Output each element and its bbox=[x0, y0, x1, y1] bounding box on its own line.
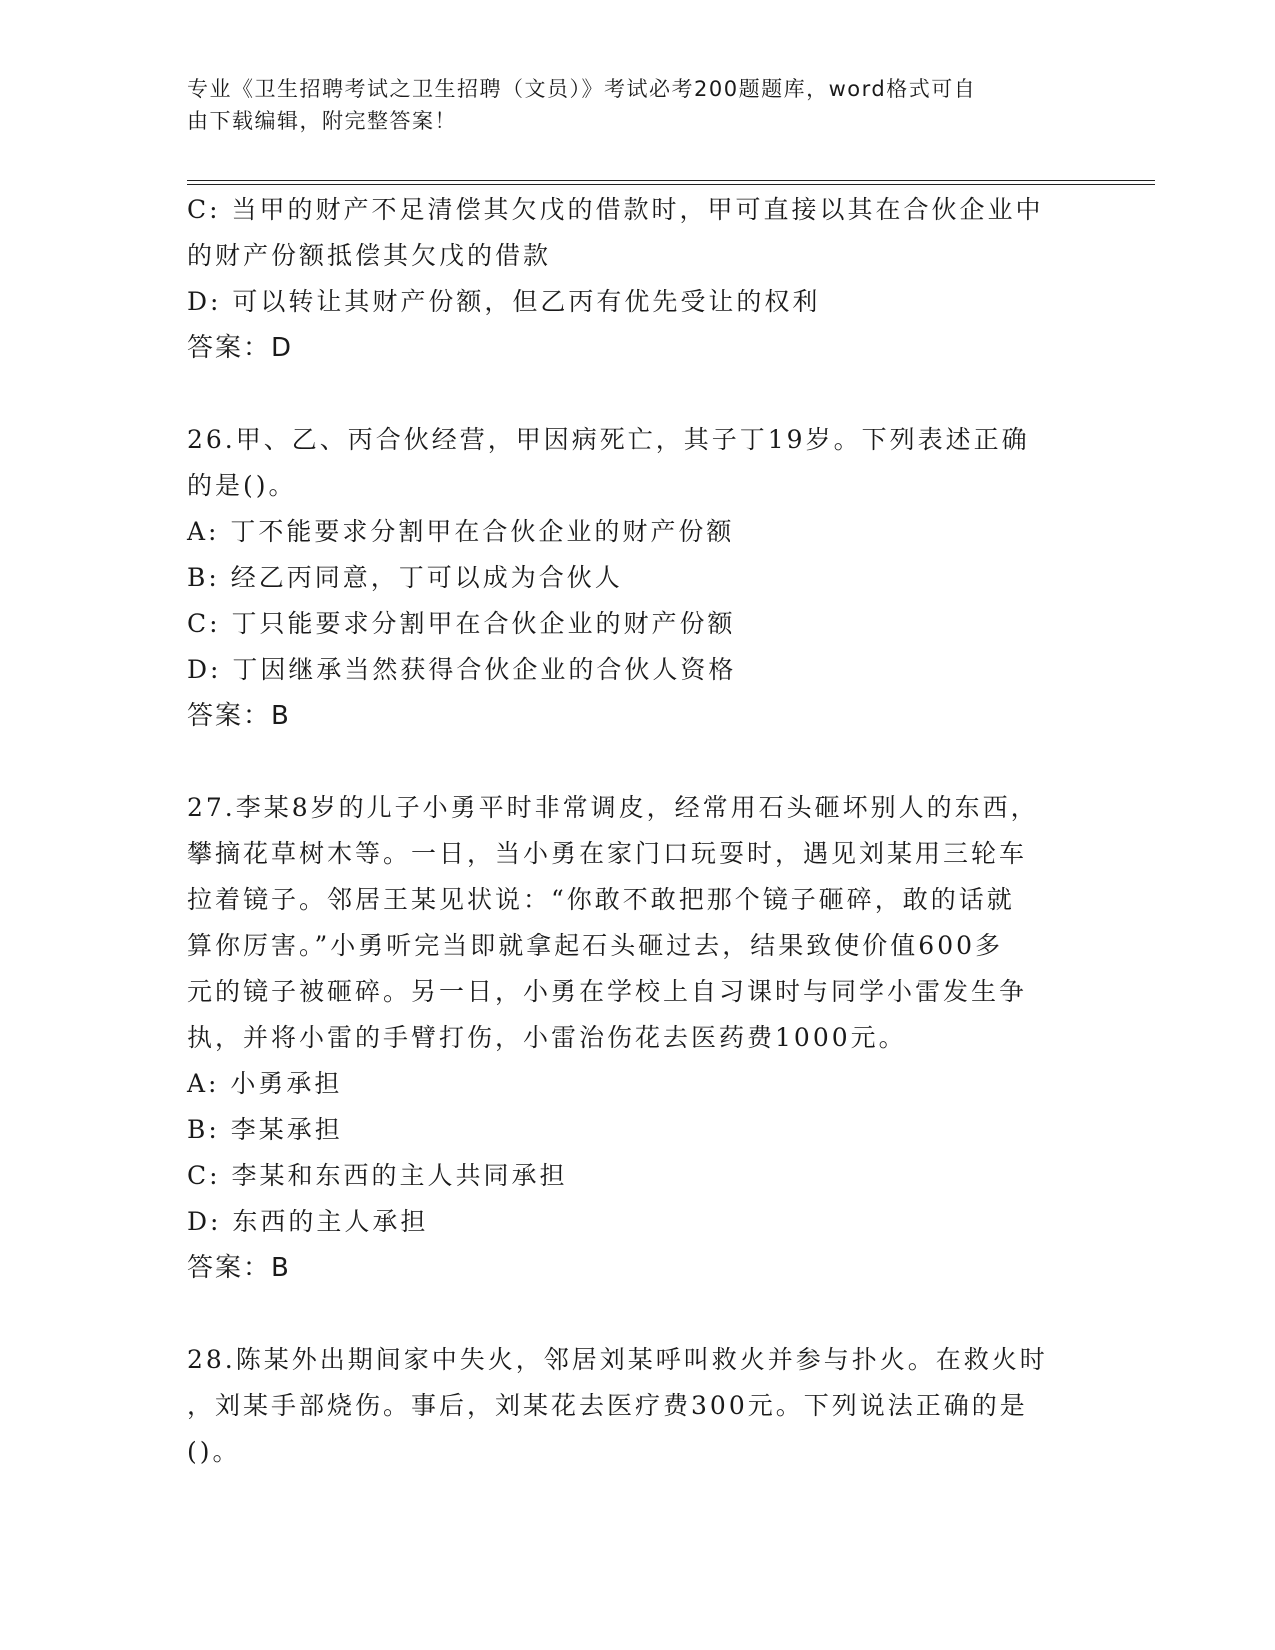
question-stem-line-2: 的是()。 bbox=[187, 471, 297, 500]
question-26 bbox=[187, 417, 1067, 739]
option-d: D: 东西的主人承担 bbox=[187, 1207, 429, 1236]
option-c-line-2: 的财产份额抵偿其欠戊的借款 bbox=[187, 241, 552, 270]
option-c: C: 丁只能要求分割甲在合伙企业的财产份额 bbox=[187, 609, 736, 638]
option-a: A: 丁不能要求分割甲在合伙企业的财产份额 bbox=[187, 517, 735, 546]
header-rule-top bbox=[187, 180, 1155, 181]
question-stem-line-4: 算你厉害。”小勇听完当即就拿起石头砸过去，结果致使价值600多 bbox=[187, 931, 1004, 960]
option-a: A: 小勇承担 bbox=[187, 1069, 343, 1098]
answer: 答案：B bbox=[187, 701, 291, 731]
option-b: B: 李某承担 bbox=[187, 1115, 343, 1144]
header-line-1: 专业《卫生招聘考试之卫生招聘（文员）》考试必考200题题库，word格式可自 bbox=[187, 77, 977, 101]
question-27 bbox=[187, 785, 1067, 1291]
question-stem-line-5: 元的镜子被砸碎。另一日，小勇在学校上自习课时与同学小雷发生争 bbox=[187, 977, 1028, 1006]
header-line-2: 由下载编辑，附完整答案！ bbox=[187, 109, 457, 133]
question-stem-line-1: 27.李某8岁的儿子小勇平时非常调皮，经常用石头砸坏别人的东西， bbox=[187, 793, 1039, 822]
question-stem-line-6: 执，并将小雷的手臂打伤，小雷治伤花去医药费1000元。 bbox=[187, 1023, 907, 1052]
answer: 答案：D bbox=[187, 333, 294, 363]
option-c-line-1: C: 当甲的财产不足清偿其欠戊的借款时，甲可直接以其在合伙企业中 bbox=[187, 195, 1044, 224]
question-25-continuation bbox=[187, 187, 1067, 371]
document-header bbox=[187, 73, 1087, 137]
document-body bbox=[187, 187, 1067, 1475]
option-c: C: 李某和东西的主人共同承担 bbox=[187, 1161, 568, 1190]
header-rule-bottom bbox=[187, 184, 1155, 185]
question-stem-line-1: 28.陈某外出期间家中失火，邻居刘某呼叫救火并参与扑火。在救火时 bbox=[187, 1345, 1048, 1374]
question-stem-line-3: ()。 bbox=[187, 1437, 241, 1466]
question-stem-line-2: 攀摘花草树木等。一日，当小勇在家门口玩耍时，遇见刘某用三轮车 bbox=[187, 839, 1028, 868]
option-d: D: 可以转让其财产份额，但乙丙有优先受让的权利 bbox=[187, 287, 821, 316]
answer: 答案：B bbox=[187, 1253, 291, 1283]
option-d: D: 丁因继承当然获得合伙企业的合伙人资格 bbox=[187, 655, 737, 684]
option-b: B: 经乙丙同意，丁可以成为合伙人 bbox=[187, 563, 623, 592]
question-stem-line-1: 26.甲、乙、丙合伙经营，甲因病死亡，其子丁19岁。下列表述正确 bbox=[187, 425, 1030, 454]
question-stem-line-2: ，刘某手部烧伤。事后，刘某花去医疗费300元。下列说法正确的是 bbox=[187, 1391, 1028, 1420]
question-28 bbox=[187, 1337, 1067, 1475]
question-stem-line-3: 拉着镜子。邻居王某见状说：“你敢不敢把那个镜子砸碎，敢的话就 bbox=[187, 885, 1015, 914]
